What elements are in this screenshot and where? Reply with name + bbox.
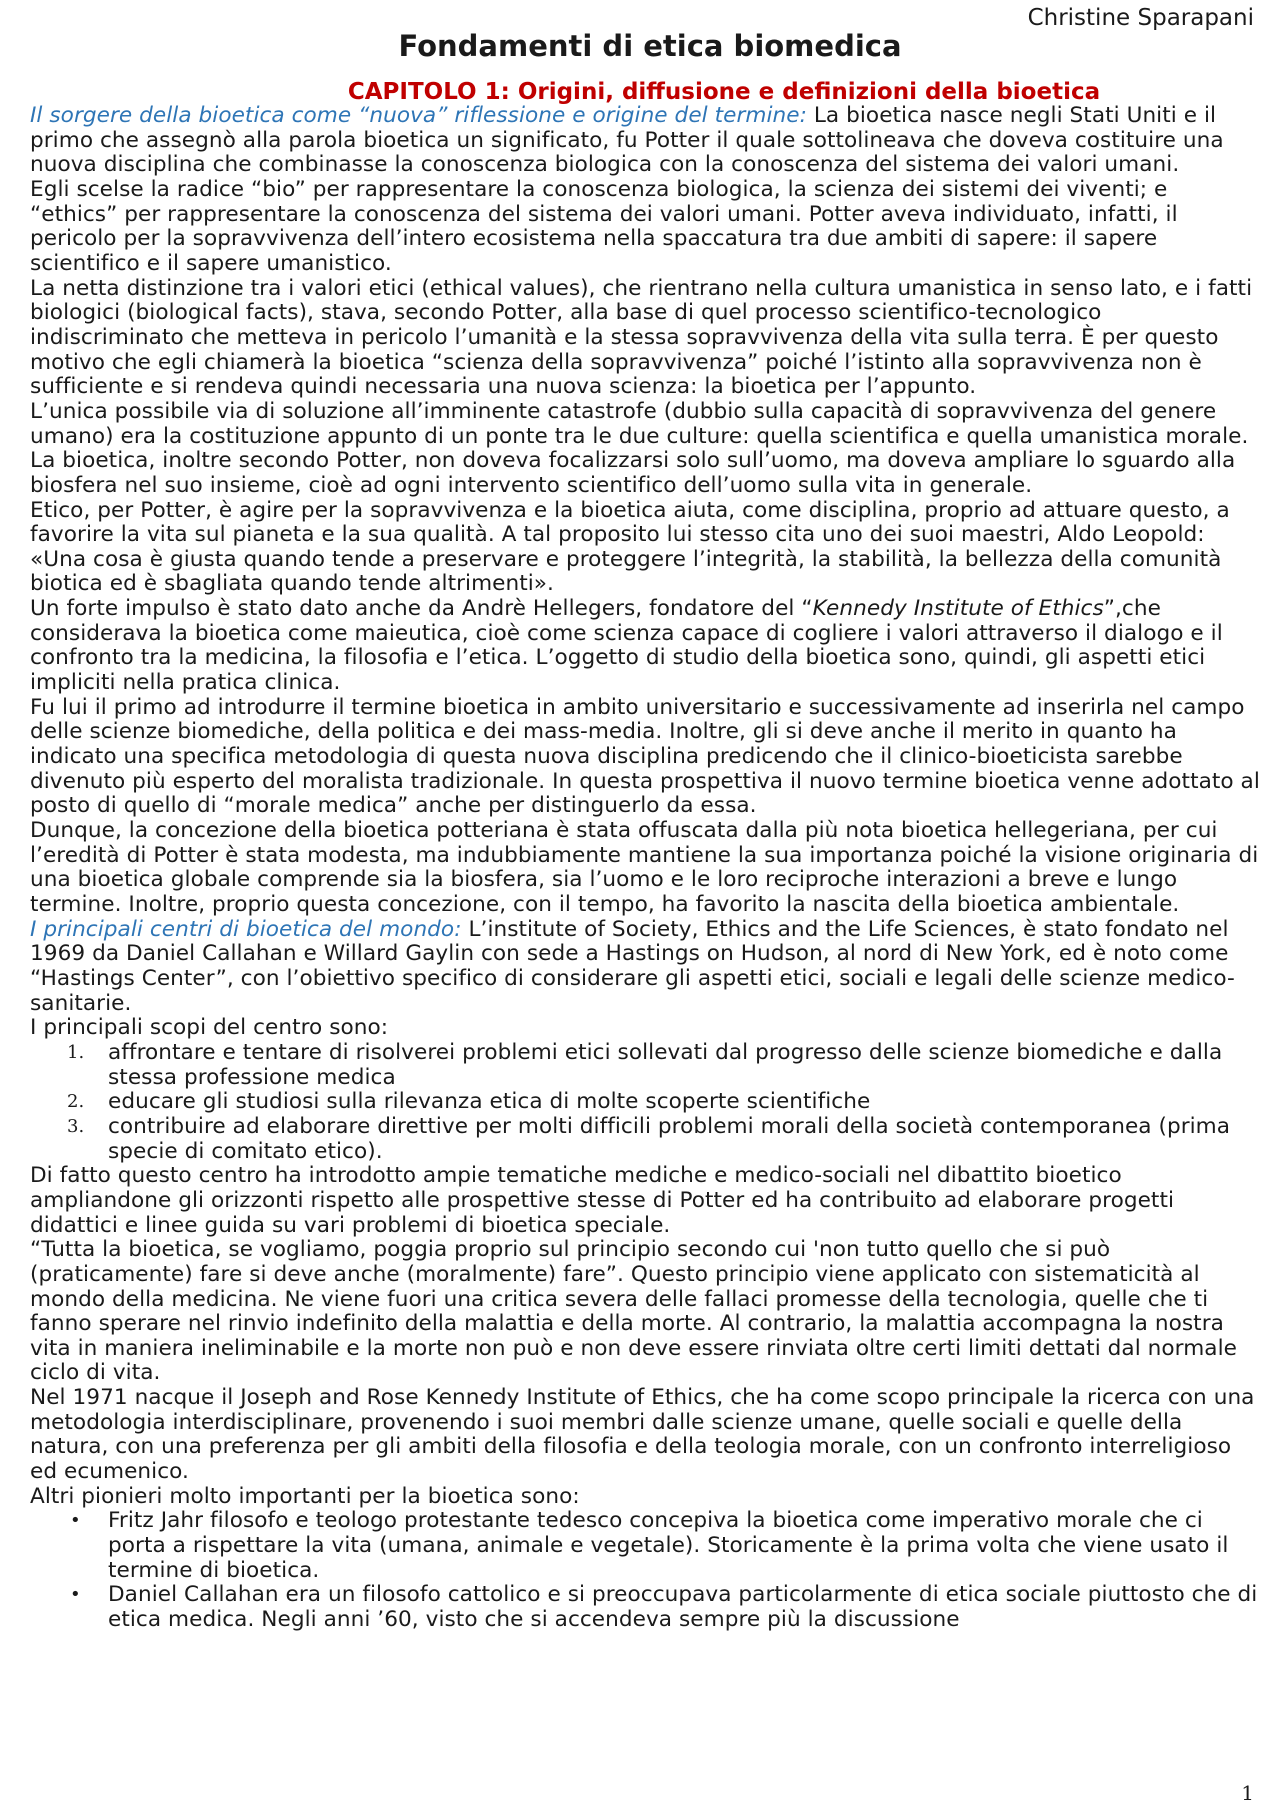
scopes-intro: I principali scopi del centro sono: bbox=[30, 1015, 389, 1041]
list-item bbox=[30, 1583, 1260, 1632]
document-title bbox=[0, 28, 1280, 64]
chapter-heading-text: CAPITOLO 1: Origini, diffusione e definizioni della bioetica bbox=[347, 79, 1101, 105]
paragraph: Di fatto questo centro ha introdotto ampie tematiche mediche e medico-sociali nel dibattito bioetico ampliandone gli orizzonti rispetto alle prospettive stesse di Potter ed ha contribuito ad elaborare progetti didattici e linee guida su vari problemi di bioetica speciale. bbox=[30, 1163, 1175, 1238]
list-number: 3. bbox=[67, 1115, 85, 1137]
list-number: 2. bbox=[67, 1091, 85, 1113]
paragraph: “Tutta la bioetica, se vogliamo, poggia proprio sul principio secondo cui 'non tutto quello che si può (praticamente) fare si deve anche (moralmente) fare”. Questo principio viene applicato con sistematicità al mondo della medicina. Ne viene fuori una critica severa delle fallaci promesse della tecnologia, quelle che ti fanno sperare nel rinvio indefinito della malattia e della morte. Al contrario, la malattia accompagna la nostra vita in maniera ineliminabile e la morte non può e non deve essere rinviata oltre certi limiti dettati dal normale ciclo di vita. bbox=[30, 1237, 1237, 1386]
list-item-text: affrontare e tentare di risolverei problemi etici sollevati dal progresso delle scienze biomediche e dalla stessa professione medica bbox=[108, 1039, 1223, 1090]
paragraph: L’unica possibile via di soluzione all’imminente catastrofe (dubbio sulla capacità di sopravvivenza del genere umano) era la costituzione appunto di un ponte tra le due culture: quella scientifica e quella umanistica morale. La bioetica, inoltre secondo Potter, non doveva focalizzarsi solo sull’uomo, ma doveva ampliare lo sguardo alla biosfera nel suo insieme, cioè ad ogni intervento scientifico dell’uomo sulla vita in generale. bbox=[30, 398, 1249, 498]
paragraph: La netta distinzione tra i valori etici (ethical values), che rientrano nella cultura umanistica in senso lato, e i fatti biologici (biological facts), stava, secondo Potter, alla base di quel processo scientifico-tecnologico indiscriminato che metteva in pericolo l’umanità e la stessa sopravvivenza della vita sulla terra. È per questo motivo che egli chiamerà la bioetica “scienza della sopravvivenza” poiché l’istinto alla sopravvivenza non è sufficiente e si rendeva quindi necessaria una nuova scienza: la bioetica per l’appunto. bbox=[30, 275, 1253, 400]
list-item bbox=[30, 1509, 1260, 1583]
paragraph: Nel 1971 nacque il Joseph and Rose Kennedy Institute of Ethics, che ha come scopo principale la ricerca con una metodologia interdisciplinare, provenendo i suoi membri dalle scienze umane, quelle sociali e quelle della natura, con una preferenza per gli ambiti della filosofia e della teologia morale, con un confronto interreligioso ed ecumenico. bbox=[30, 1385, 1255, 1485]
paragraph: Fu lui il primo ad introdurre il termine bioetica in ambito universitario e successivamente ad inserirla nel campo delle scienze biomediche, della politica e dei mass-media. Inoltre, gli si deve anche il merito in quanto ha indicato una specifica metodologia di questa nuova disciplina predicendo che il clinico-bioeticista sarebbe divenuto più esperto del moralista tradizionale. In questa prospettiva il nuovo termine bioetica venne adottato al posto di quello di “morale medica” anche per distinguerlo da essa. bbox=[30, 694, 1260, 819]
paragraph: Egli scelse la radice “bio” per rappresentare la conoscenza biologica, la scienza dei sistemi dei viventi; e “ethics” per rappresentare la conoscenza del sistema dei valori umani. Potter aveva individuato, infatti, il pericolo per la sopravvivenza dell’intero ecosistema nella spaccatura tra due ambiti di sapere: il sapere scientifico e il sapere umanistico. bbox=[30, 176, 1178, 276]
list-item-text: educare gli studiosi sulla rilevanza etica di molte scoperte scientifiche bbox=[108, 1089, 871, 1115]
paragraph-text: L’institute of Society, Ethics and the Life Sciences, è stato fondato nel 1969 da Daniel Callahan e Willard Gaylin con sede a Hastings on Hudson, al nord di New York, ed è noto come “Hastings Center”, con l’obiettivo specifico di considerare gli aspetti etici, sociali e legali delle scienze medico-sanitarie. bbox=[30, 916, 1235, 1016]
list-item bbox=[30, 1041, 1260, 1090]
paragraph-centers bbox=[30, 918, 1260, 1017]
list-item-text: contribuire ad elaborare direttive per molti difficili problemi morali della società contemporanea (prima specie di comitato etico). bbox=[108, 1113, 1231, 1164]
paragraph-intro bbox=[30, 104, 1260, 178]
list-item bbox=[30, 1090, 1260, 1115]
institute-name-italic: Kennedy Institute of Ethics bbox=[812, 596, 1104, 622]
paragraph-text: Un forte impulso è stato dato anche da Andrè Hellegers, fondatore del “ bbox=[30, 596, 813, 622]
paragraph-text: La bioetica nasce negli Stati Uniti e il primo che assegnò alla parola bioetica un significato, fu Potter il quale sottolineava che doveva costituire una nuova disciplina che combinasse la conoscenza biologica con la conoscenza del sistema dei valori umani. bbox=[30, 103, 1224, 178]
scopes-list bbox=[30, 1041, 1260, 1164]
section-lead-centers: I principali centri di bioetica del mondo: bbox=[30, 916, 462, 942]
section-lead-origins: Il sorgere della bioetica come “nuova” riflessione e origine del termine: bbox=[30, 103, 807, 128]
chapter-heading bbox=[0, 78, 1280, 106]
bullet-icon: • bbox=[70, 1584, 81, 1606]
paragraph-text: ”,che considerava la bioetica come maieutica, cioè come scienza capace di cogliere i valori attraverso il dialogo e il confronto tra la medicina, la filosofia e l’etica. L’oggetto di studio della bioetica sono, quindi, gli aspetti etici impliciti nella pratica clinica. bbox=[30, 596, 1223, 696]
list-item bbox=[30, 1115, 1260, 1164]
paragraph: Etico, per Potter, è agire per la sopravvivenza e la bioetica aiuta, come disciplina, proprio ad attuare questo, a favorire la vita sul pianeta e la sua qualità. A tal proposito lui stesso cita uno dei suoi maestri, Aldo Leopold: «Una cosa è giusta quando tende a preservare e proteggere l’integrità, la stabilità, la bellezza della comunità biotica ed è sbagliata quando tende altrimenti». bbox=[30, 497, 1230, 597]
bullet-icon: • bbox=[70, 1510, 81, 1532]
pioneers-list bbox=[30, 1509, 1260, 1632]
document-title-text: Fondamenti di etica biomedica bbox=[398, 29, 902, 63]
document-body bbox=[30, 104, 1260, 1633]
list-item-text: Daniel Callahan era un filosofo cattolico e si preoccupava particolarmente di etica sociale piuttosto che di etica medica. Negli anni ’60, visto che si accendeva sempre più la discussione bbox=[108, 1582, 1258, 1633]
page-number: 1 bbox=[1241, 1781, 1254, 1805]
list-item-text: Fritz Jahr filosofo e teologo protestante tedesco concepiva la bioetica come imperativo morale che ci porta a rispettare la vita (umana, animale e vegetale). Storicamente è la prima volta che viene usato il termine di bioetica. bbox=[108, 1508, 1229, 1583]
author-name: Christine Sparapani bbox=[1027, 5, 1254, 31]
paragraph: Dunque, la concezione della bioetica potteriana è stata offuscata dalla più nota bioetica hellegeriana, per cui l’eredità di Potter è stata modesta, ma indubbiamente mantiene la sua importanza poiché la visione originaria di una bioetica globale comprende sia la biosfera, sia l’uomo e le loro reciproche interazioni a breve e lungo termine. Inoltre, proprio questa concezione, con il tempo, ha favorito la nascita della bioetica ambientale. bbox=[30, 818, 1259, 917]
pioneers-intro: Altri pionieri molto importanti per la bioetica sono: bbox=[30, 1483, 580, 1509]
list-number: 1. bbox=[67, 1041, 85, 1063]
paragraph-hellegers bbox=[30, 597, 1260, 696]
